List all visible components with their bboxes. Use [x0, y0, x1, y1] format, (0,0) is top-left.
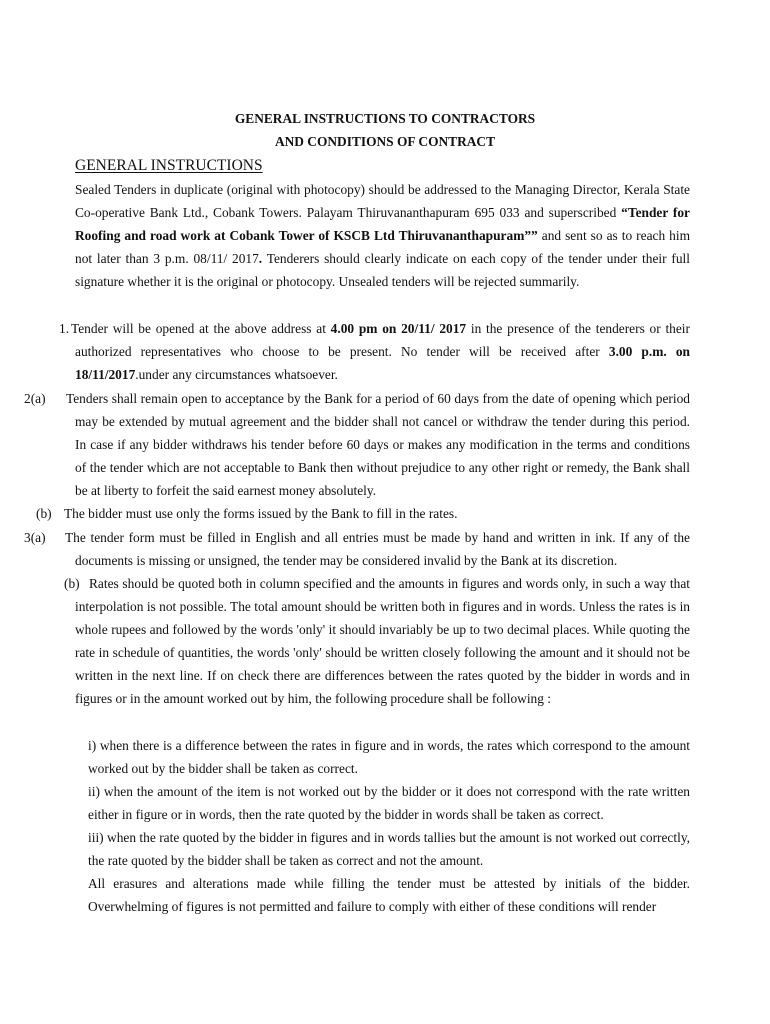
intro-bold-period: .	[258, 251, 263, 266]
intro-text-3: Tenderers should clearly indicate on each copy of the tender under their full signature whether it is the original or photocopy. Unsealed tenders will be rejected summarily.	[75, 251, 690, 289]
section-heading-general-instructions: GENERAL INSTRUCTIONS	[75, 157, 263, 174]
item-3b-paragraph: Rates should be quoted both in column specified and the amounts in figures and words only, in such a way that interpolation is not possible. The total amount should be written both in figures and in words. Unless the rates is in whole rupees and followed by the words 'only' it should invariably be up to two decimal places. While quoting the rate in schedule of quantities, the words 'only' should be written closely following the amount and it should not be written in the next line. If on check there are differences between the rates quoted by the bidder in words and in figures or in the amount worked out by him, the following procedure shall be following :	[75, 576, 690, 706]
intro-paragraph	[75, 178, 690, 293]
sub-item-i: i) when there is a difference between the rates in figure and in words, the rates which correspond to the amount worked out by the bidder shall be taken as correct.	[88, 738, 690, 776]
item-3a-number: 3(a)	[24, 530, 46, 545]
item-1-paragraph	[71, 317, 690, 386]
item-2b-paragraph: The bidder must use only the forms issued by the Bank to fill in the rates.	[64, 506, 458, 521]
closing-paragraph: All erasures and alterations made while filling the tender must be attested by initials of the bidder. Overwhelming of figures is not permitted and failure to comply with either of these conditions will render	[88, 876, 690, 914]
item-1-text-1: Tender will be opened at the above address at	[71, 321, 331, 336]
item-1-opening-date: 4.00 pm on 20/11/ 2017	[330, 321, 467, 336]
document-title-line1: GENERAL INSTRUCTIONS TO CONTRACTORS	[234, 111, 536, 126]
item-3b-number: (b)	[64, 576, 80, 591]
intro-tender-title: “Tender for Roofing and road work at Cobank Tower of KSCB Ltd Thiruvananthapuram””	[75, 205, 691, 243]
item-1-text-2: in the presence of the tenderers or their authorized representatives who choose to be present. No tender will be received after	[75, 321, 690, 359]
item-1-text-3: .under any circumstances whatsoever.	[135, 367, 338, 382]
item-2b-number: (b)	[36, 506, 52, 521]
item-1-deadline-date: 3.00 p.m. on 18/11/2017	[75, 344, 690, 382]
item-2a-number: 2(a)	[24, 391, 46, 406]
sub-item-iii: iii) when the rate quoted by the bidder in figures and in words tallies but the amount is not worked out correctly, the rate quoted by the bidder shall be taken as correct and not the amount.	[88, 830, 690, 868]
item-1-number: 1.	[59, 321, 70, 336]
item-2a-paragraph: Tenders shall remain open to acceptance by the Bank for a period of 60 days from the date of opening which period may be extended by mutual agreement and the bidder shall not cancel or withdraw the tender during this period. In case if any bidder withdraws his tender before 60 days or makes any modification in the terms and conditions of the tender which are not acceptable to Bank then without prejudice to any other right or remedy, the Bank shall be at liberty to forfeit the said earnest money absolutely.	[66, 391, 690, 498]
intro-text-2: and sent so as to reach him not later than 3 p.m. 08/11/ 2017	[75, 228, 691, 266]
intro-text-1: Sealed Tenders in duplicate (original with photocopy) should be addressed to the Managing Director, Kerala State Co-operative Bank Ltd., Cobank Towers. Palayam Thiruvananthapuram 695 033 and superscribed	[75, 182, 690, 220]
document-title-line2: AND CONDITIONS OF CONTRACT	[274, 134, 496, 149]
item-3a-paragraph: The tender form must be filled in English and all entries must be made by hand and written in ink. If any of the documents is missing or unsigned, the tender may be considered invalid by the Bank at its discretion.	[65, 530, 690, 568]
sub-item-ii: ii) when the amount of the item is not worked out by the bidder or it does not correspond with the rate written either in figure or in words, then the rate quoted by the bidder in words shall be taken as correct.	[88, 784, 690, 822]
